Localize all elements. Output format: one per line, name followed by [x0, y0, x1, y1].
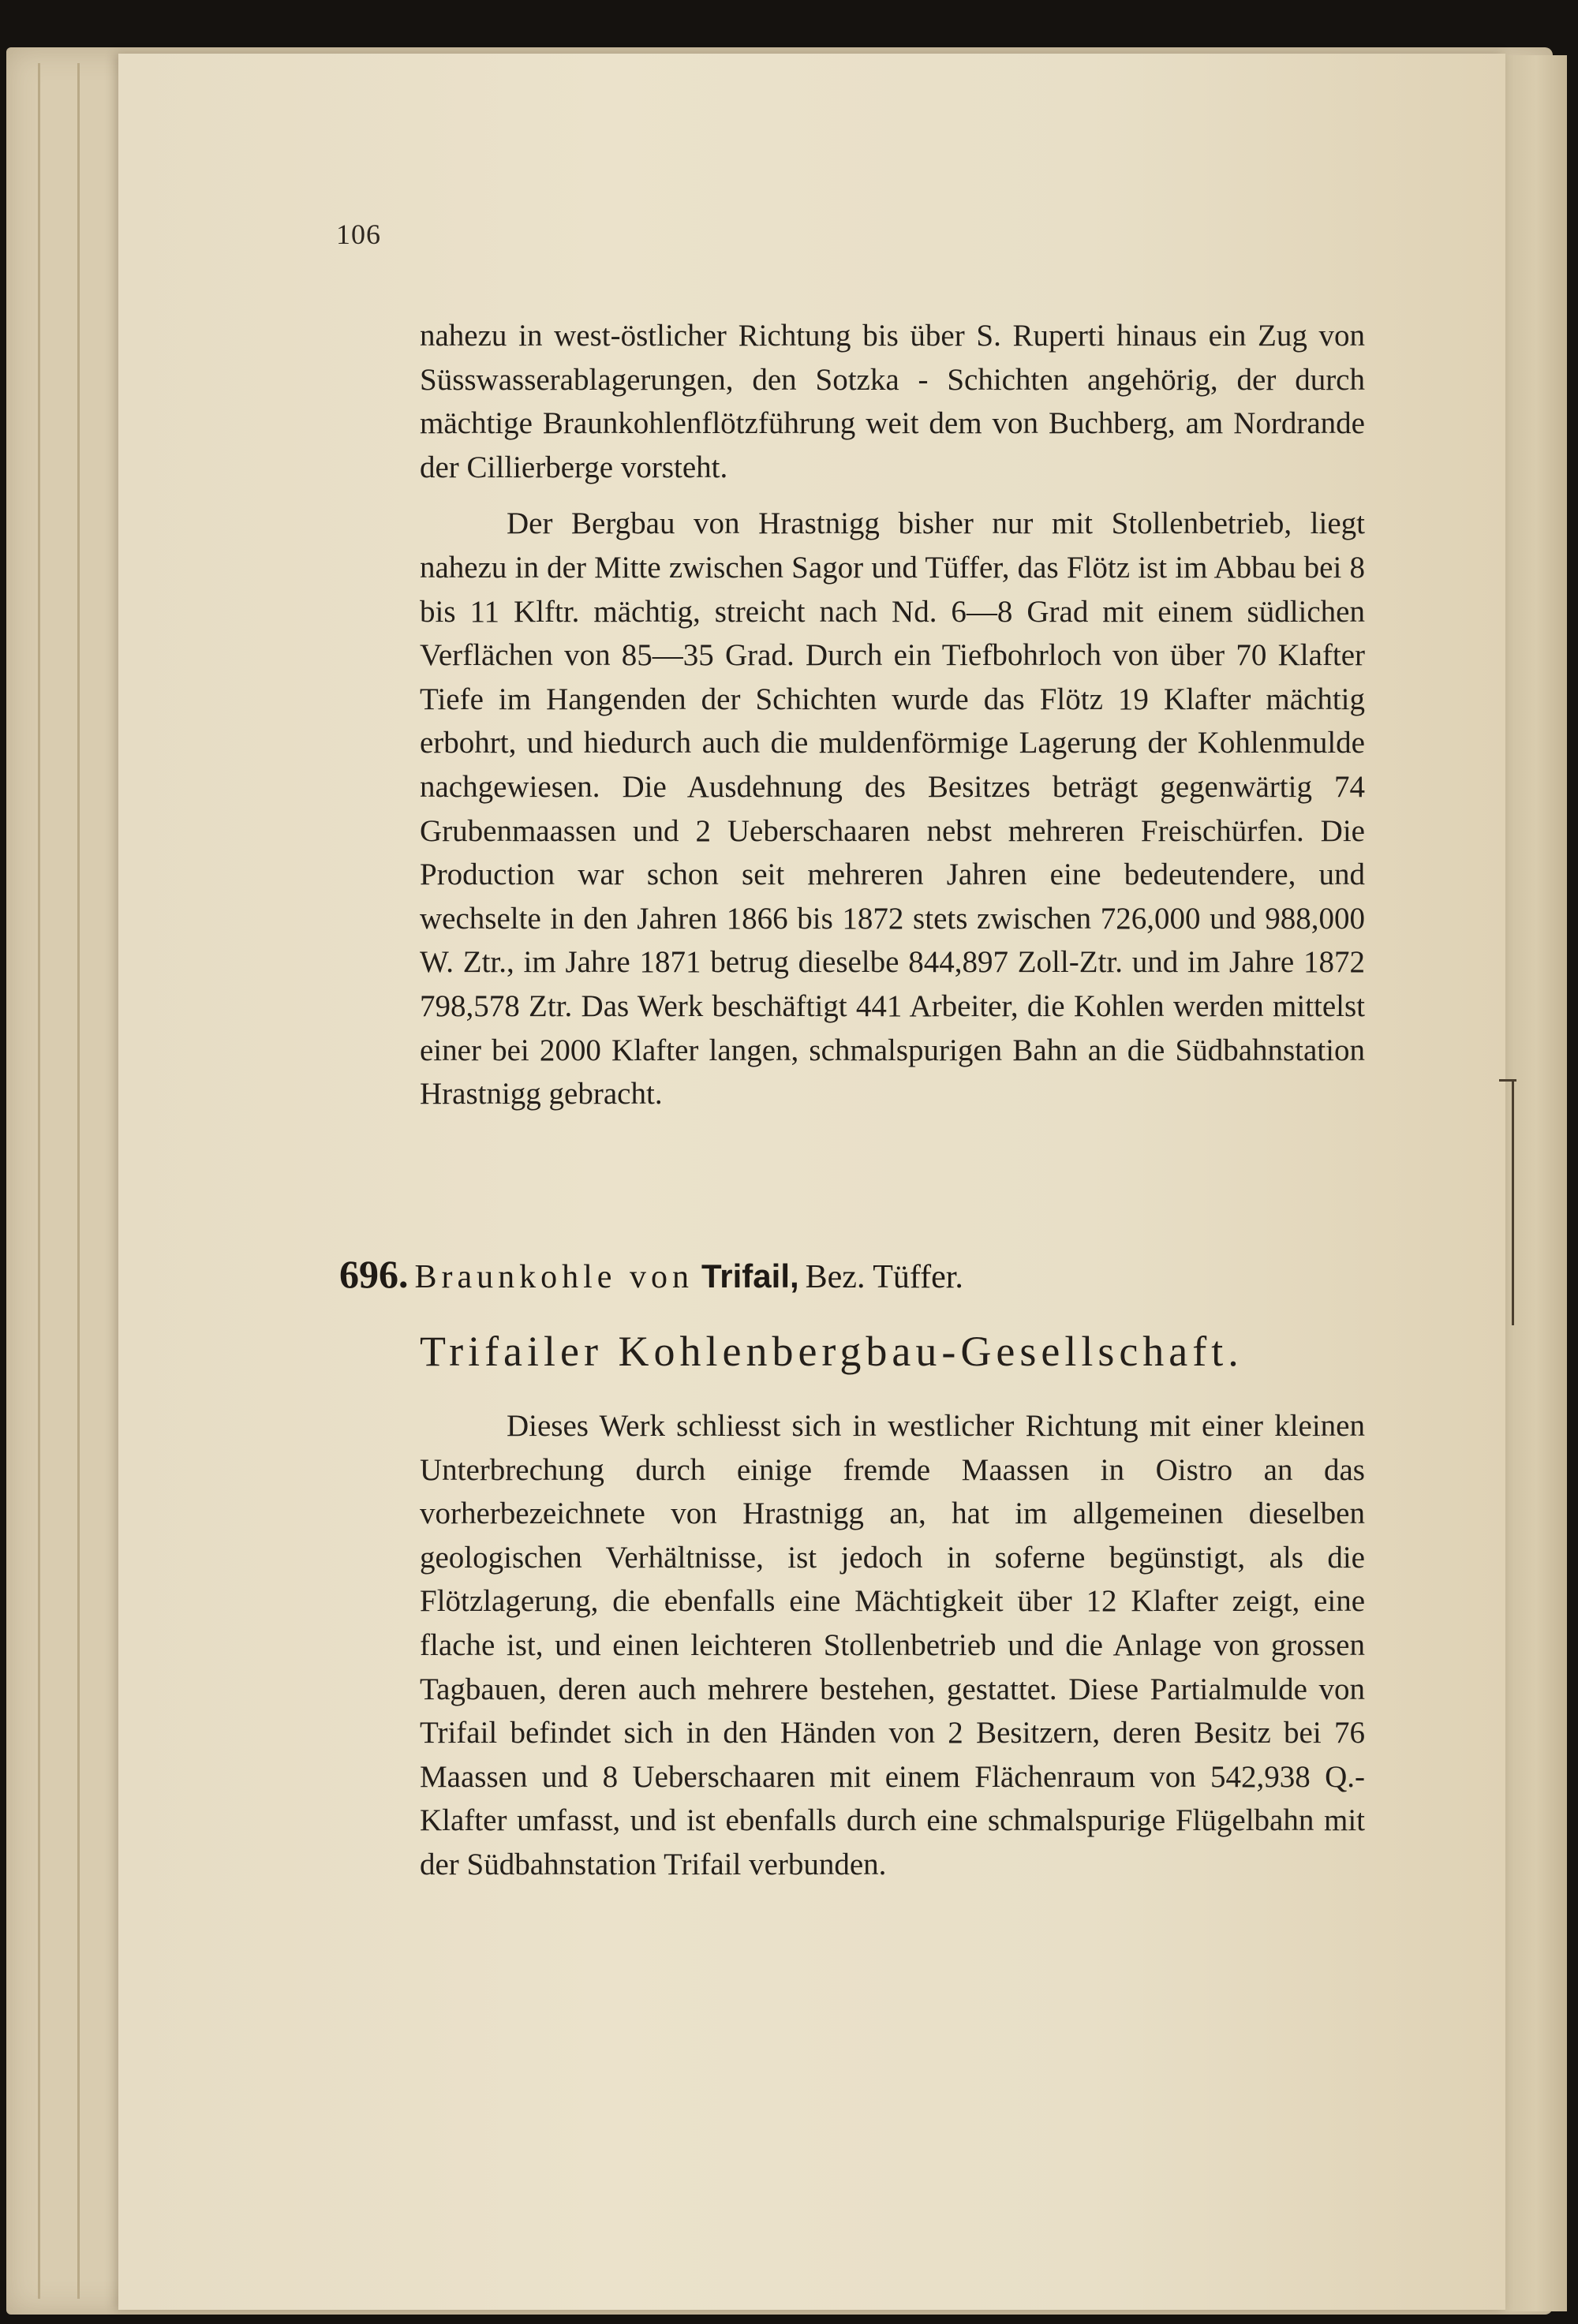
- edge-marker-line: [1512, 1079, 1514, 1325]
- paragraph-trifail: Dieses Werk schliesst sich in westlicher Richtung mit einer kleinen Unterbrechung durch einige fremde Maassen in Oistro an das vorherbezeichnete von Hrastnigg an, hat im allgemeinen dieselben geologischen Verhältnisse, ist jedoch in soferne begünstigt, als die Flötzlagerung, die ebenfalls eine Mächtigkeit über 12 Klafter zeigt, eine flache ist, und einen leichteren Stollenbetrieb und die Anlage von grossen Tagbauen, deren auch mehrere bestehen, gestattet. Diese Partialmulde von Trifail befindet sich in den Händen von 2 Besitzern, deren Besitz bei 76 Maassen und 8 Ueberschaaren mit einem Flächenraum von 542,938 Q.-Klafter umfasst, und ist ebenfalls durch eine schmalspurige Flügelbahn mit der Südbahnstation Trifail verbunden.: [420, 1409, 1365, 1881]
- entry-label: Braunkohle von: [414, 1259, 694, 1295]
- entry-heading: [339, 1251, 963, 1297]
- body-text-upper: [420, 314, 1365, 1116]
- company-heading: Trifailer Kohlenbergbau-Gesellschaft.: [420, 1328, 1243, 1375]
- entry-district: Bez. Tüffer.: [805, 1259, 963, 1295]
- entry-place: Trifail,: [701, 1257, 799, 1295]
- entry-number: 696.: [339, 1252, 409, 1296]
- right-page-edge: [1505, 55, 1567, 2311]
- body-text-lower: [420, 1404, 1365, 1887]
- paragraph-continuation: nahezu in west-östlicher Richtung bis über S. Ruperti hinaus ein Zug von Süsswasserablagerungen, den Sotzka - Schichten angehörig, der durch mächtige Braunkohlenflötzführung weit dem von Buchberg, am Nordrande der Cillierberge vorsteht.: [420, 319, 1365, 484]
- page-number: 106: [336, 219, 381, 250]
- paragraph-hrastnigg: Der Bergbau von Hrastnigg bisher nur mit Stollenbetrieb, liegt nahezu in der Mitte zwischen Sagor und Tüffer, das Flötz ist im Abbau bei 8 bis 11 Klftr. mächtig, streicht nach Nd. 6—8 Grad mit einem südlichen Verflächen von 85—35 Grad. Durch ein Tiefbohrloch von über 70 Klafter Tiefe im Hangenden der Schichten wurde das Flötz 19 Klafter mächtig erbohrt, und hiedurch auch die muldenförmige Lagerung der Kohlenmulde nachgewiesen. Die Ausdehnung des Besitzes beträgt gegenwärtig 74 Grubenmaassen und 2 Ueberschaaren nebst mehreren Freischürfen. Die Production war schon seit mehreren Jahren eine bedeutendere, und wechselte in den Jahren 1866 bis 1872 stets zwischen 726,000 und 988,000 W. Ztr., im Jahre 1871 betrug dieselbe 844,897 Zoll-Ztr. und im Jahre 1872 798,578 Ztr. Das Werk beschäftigt 441 Arbeiter, die Kohlen werden mittelst einer bei 2000 Klafter langen, schmalspurigen Bahn an die Südbahnstation Hrastnigg gebracht.: [420, 506, 1365, 1112]
